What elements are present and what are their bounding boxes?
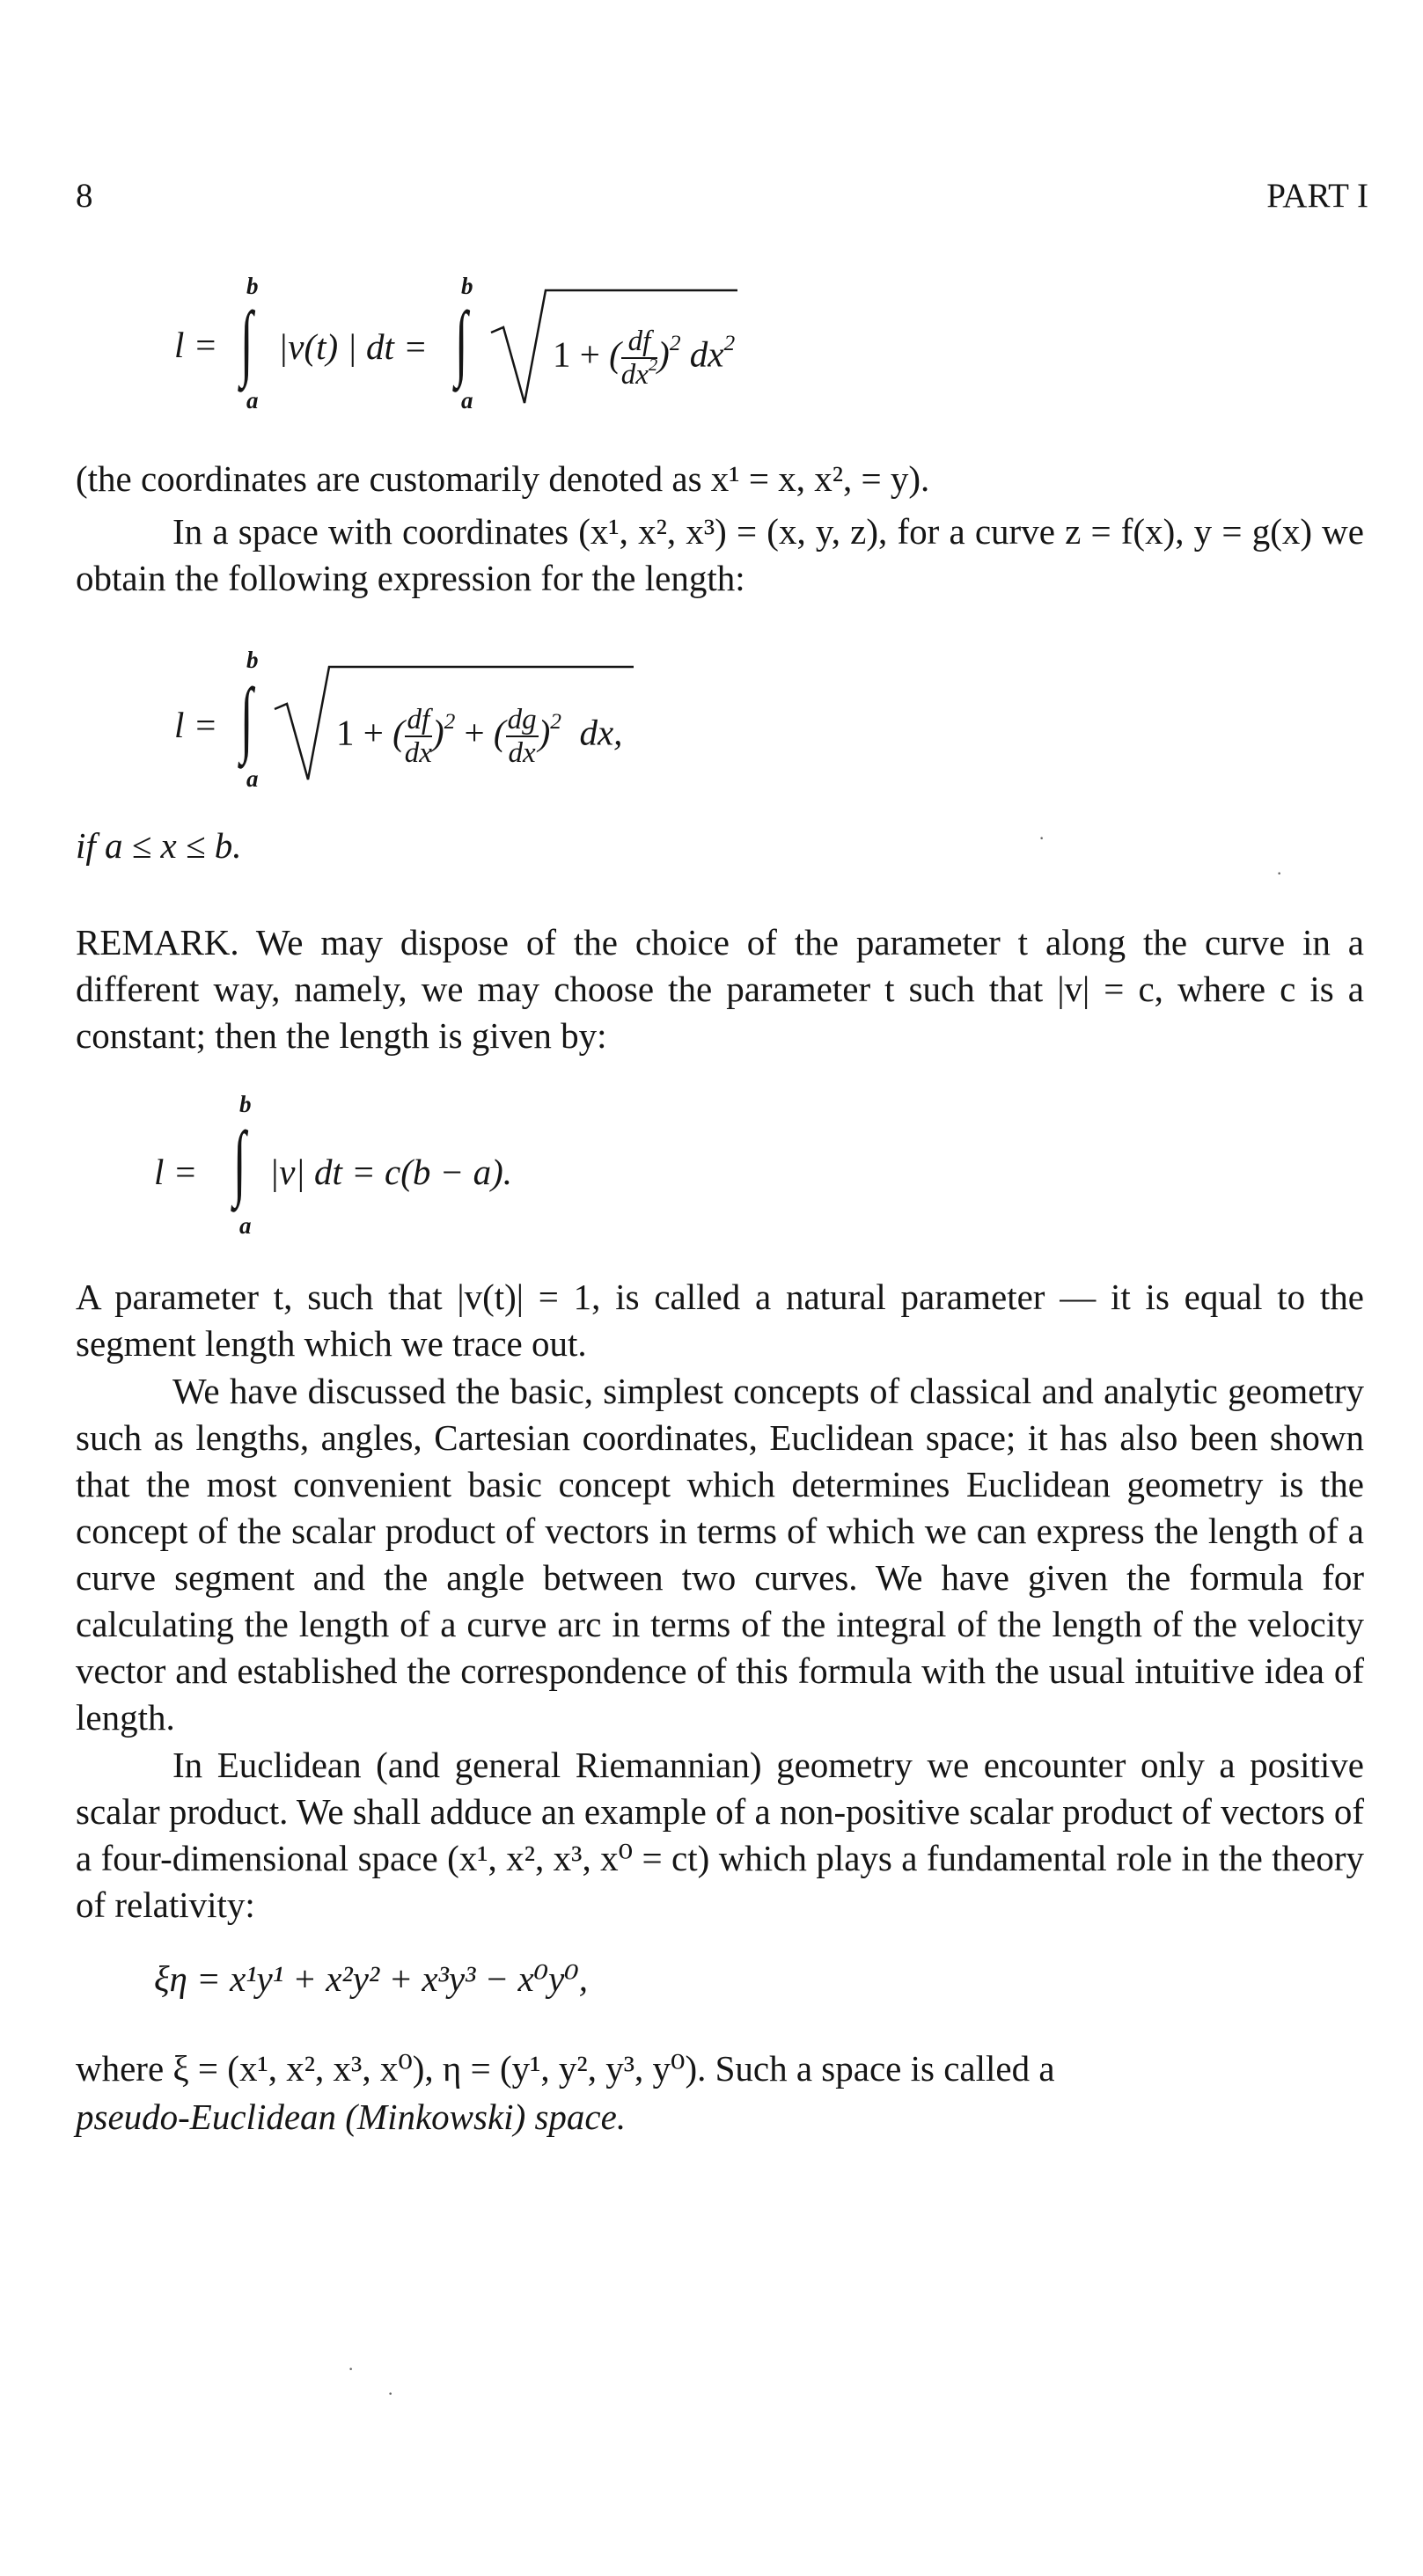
paragraph-euclidean: In Euclidean (and general Riemannian) geometry we encounter only a positive scalar product. We shall adduce an example of a non-positive scalar product of vectors of a four-dimensional space (x¹, x², x³, x⁰ = ct) which plays a fundamental role in the theory of relativity: xyxy=(76,1745,1364,1925)
scan-speck: · xyxy=(387,2382,394,2404)
eq1-upper-limit-2: b xyxy=(461,273,473,299)
eq2-tail: dx, xyxy=(579,712,623,753)
book-page: 8 PART I l = b ∫ a |v(t) | dt = b ∫ a 1 + ( $\frac{df}{dx^2}$ )$^2$ $dx^2$ (the coordinates are customarily denoted as x¹ = x, x², = y). In a space with coordinates (x¹, x², x³) = (x, y, z), for a curve z = f(x), y = g(x) we obtain the following expression for the length: l = b ∫ a 1 + ( $\frac{df}{dx}$ )$^2$ + ( $\frac{dg}{dx}$ )$^2$ dx, if a ≤ x ≤ b. REMARK. We may dispose of the choice of the parameter t along the curve in a different way, namely, we may choose the parameter t such that |v| = c, where c is a constant; then the length is given by: l = b ∫ a |v| dt = c(b − a). A parameter t, such that |v(t)| = 1, is called a natural parameter — it is equal to the segment length which we trace out. We have discussed the basic, simplest concepts of classical and analytic geometry such as lengths, angles, Cartesian coordinates, Euclidean space; it has also been shown that the most convenient basic concept which determines Euclidean geometry is the concept of the scalar product of vectors in terms of which we can express the length of a curve segment and the angle between two curves. We have given the formula for calculating the length of a curve arc in terms of the integral of the length of the velocity vector and established the correspondence of this formula with the usual intuitive idea of length. In Euclidean (and general Riemannian) geometry we encounter only a positive scalar product. We shall adduce an example of a non-positive scalar product of vectors of a four-dimensional space (x¹, x², x³, x⁰ = ct) which plays a fundamental role in the theory of relativity: ξη = x¹y¹ + x²y² + x³y³ − x⁰y⁰, where ξ = (x¹, x², x³, x⁰), η = (y¹, y², y³, y⁰). Such a space is called a pseudo-Euclidean (Minkowski) space. · · · · xyxy=(76,177,1368,2404)
eq1-dx: dx xyxy=(620,359,649,391)
eq1-tail: dx xyxy=(689,333,724,375)
equation-minkowski-product: ξη = x¹y¹ + x²y² + x³y³ − x⁰y⁰, xyxy=(154,1958,589,1999)
eq2-df: df xyxy=(405,704,432,737)
integral-sign: ∫ xyxy=(240,294,253,388)
paragraph-basic-concepts: We have discussed the basic, simplest concepts of classical and analytic geometry such as lengths, angles, Cartesian coordinates, Euclidean space; it has also been shown that the most convenient basic concept which determines Euclidean geometry is the concept of the scalar product of vectors in terms of which we can express the length of a curve segment and the angle between two curves. We have given the formula for calculating the length of a curve arc in terms of the integral of the length of the velocity vector and established the correspondence of this formula with the usual intuitive idea of length. xyxy=(76,1371,1364,1738)
remark-paragraph xyxy=(76,919,1364,1059)
scan-speck: · xyxy=(348,2358,355,2380)
eq1-dx-power: 2 xyxy=(648,355,658,375)
paragraph-space-curve: In a space with coordinates (x¹, x², x³) = (x, y, z), for a curve z = f(x), y = g(x) we obtain the following expression for the length: xyxy=(76,511,1364,598)
eq1-tail-power: 2 xyxy=(723,330,736,355)
eq2-square-2: 2 xyxy=(550,708,561,734)
scan-speck: · xyxy=(1038,827,1045,849)
eq2-dg: dg xyxy=(507,704,537,735)
range-condition: if a ≤ x ≤ b. xyxy=(76,825,242,866)
remark-text: We may dispose of the choice of the parameter t along the curve in a different way, namely, we may choose the parameter t such that |v| = c, where c is a constant; then the length is given by: xyxy=(76,922,1364,1056)
eq2-one: 1 + xyxy=(336,712,384,753)
eq2-lower-limit: a xyxy=(246,765,259,792)
integral-sign: ∫ xyxy=(455,294,468,388)
integral-sign: ∫ xyxy=(240,670,253,765)
eq2-square-1: 2 xyxy=(444,708,456,734)
natural-parameter-paragraph: A parameter t, such that |v(t)| = 1, is called a natural parameter — it is equal to the segment length which we trace out. xyxy=(76,1277,1364,1364)
coordinates-note: (the coordinates are customarily denoted as x¹ = x, x², = y). xyxy=(76,458,930,499)
eq3-lower-limit: a xyxy=(239,1212,252,1239)
eq2-lhs: l = xyxy=(174,705,218,745)
running-header: PART I xyxy=(1266,177,1368,215)
eq2-upper-limit: b xyxy=(246,647,259,673)
eq1-lower-limit-2: a xyxy=(461,387,473,413)
page-number: 8 xyxy=(76,177,93,215)
eq3-upper-limit: b xyxy=(239,1091,252,1117)
eq1-radicand: 1 + xyxy=(553,333,600,375)
eq2-dx-1: dx xyxy=(404,737,432,769)
scan-speck: · xyxy=(1276,862,1283,884)
eq1-square: 2 xyxy=(669,330,681,355)
eq3-body: |v| dt = c(b − a). xyxy=(269,1152,512,1192)
pseudo-euclidean-line: pseudo-Euclidean (Minkowski) space. xyxy=(76,2097,627,2137)
eq2-dx-2: dx xyxy=(508,737,536,769)
where-line: where ξ = (x¹, x², x³, x⁰), η = (y¹, y², y³, y⁰). Such a space is called a xyxy=(76,2048,1055,2089)
eq1-lower-limit-1: a xyxy=(246,387,259,413)
eq1-lhs: l = xyxy=(174,325,218,365)
eq1-upper-limit-1: b xyxy=(246,273,259,299)
eq1-df: df xyxy=(621,326,657,359)
eq2-plus: + xyxy=(464,712,485,753)
integral-sign: ∫ xyxy=(233,1114,246,1208)
eq3-lhs: l = xyxy=(154,1152,198,1192)
eq1-integrand: |v(t) | dt = xyxy=(278,326,428,367)
remark-label: REMARK. xyxy=(76,922,239,962)
